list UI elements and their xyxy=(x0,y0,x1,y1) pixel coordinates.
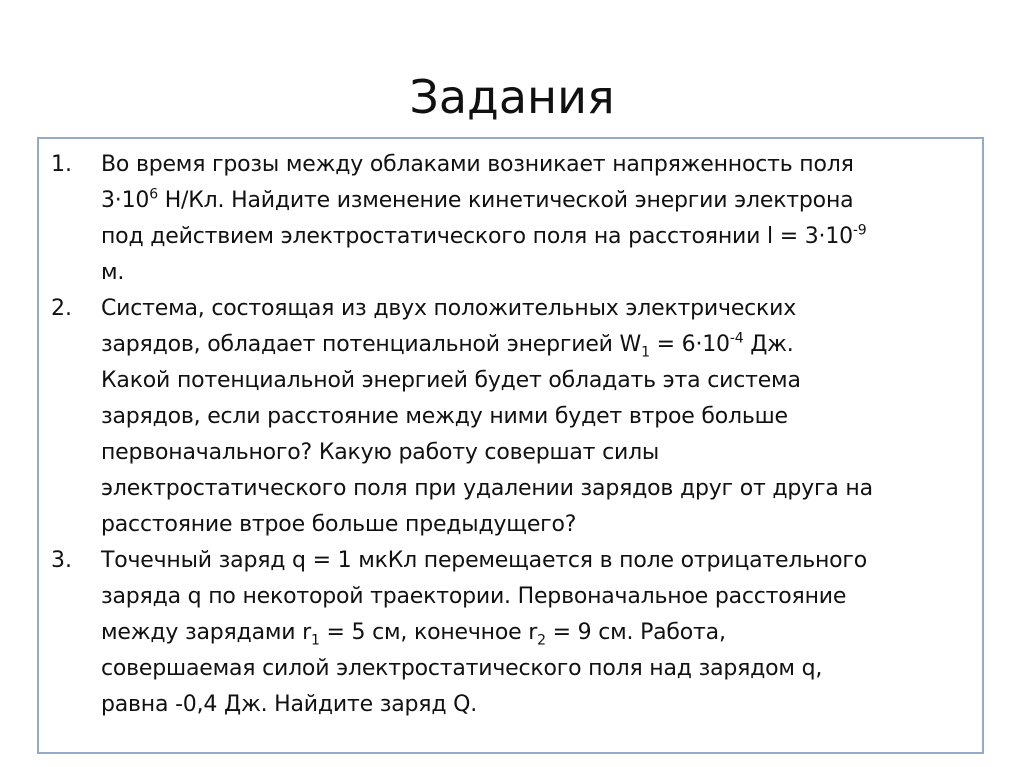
task-text-line xyxy=(101,507,576,543)
task-text-line xyxy=(101,147,854,183)
superscript: 6 xyxy=(149,186,158,203)
task-text-line xyxy=(101,471,873,507)
task-text-line xyxy=(101,291,796,327)
text-segment: равна -0,4 Дж. Найдите заряд Q. xyxy=(101,692,478,717)
subscript: 2 xyxy=(537,632,546,649)
text-segment: под действием электростатического поля на расстоянии l = 3·10 xyxy=(101,224,853,249)
subscript: 1 xyxy=(641,344,650,361)
text-segment: Во время грозы между облаками возникает напряженность поля xyxy=(101,152,854,177)
task-text-line xyxy=(101,363,801,399)
task-text-line xyxy=(101,579,846,615)
text-segment: первоначального? Какую работу совершат силы xyxy=(101,440,660,465)
task-text-line xyxy=(101,327,794,363)
task-text-line xyxy=(101,651,822,687)
superscript: -9 xyxy=(852,222,867,239)
text-segment: зарядов, если расстояние между ними будет втрое больше xyxy=(101,404,788,429)
text-segment: расстояние втрое больше предыдущего? xyxy=(101,512,577,537)
task-text-line xyxy=(101,255,124,291)
text-segment: Точечный заряд q = 1 мкКл перемещается в поле отрицательного xyxy=(101,548,868,573)
superscript: -4 xyxy=(729,330,744,347)
text-segment: 3·10 xyxy=(101,188,150,213)
text-segment: между зарядами r xyxy=(101,620,311,645)
text-segment: Система, состоящая из двух положительных электрических xyxy=(101,296,797,321)
task-number: 2. xyxy=(51,296,72,321)
text-segment: = 6·10 xyxy=(649,332,730,357)
text-segment: зарядов, обладает потенциальной энергией W xyxy=(101,332,642,357)
task-number: 3. xyxy=(51,548,72,573)
text-segment: Какой потенциальной энергией будет обладать эта система xyxy=(101,368,801,393)
task-text-line xyxy=(101,399,788,435)
task-number: 1. xyxy=(51,152,72,177)
tasks-box xyxy=(37,137,984,754)
task-text-line xyxy=(101,543,867,579)
text-segment: = 9 см. Работа, xyxy=(545,620,726,645)
task-text-line xyxy=(101,219,866,255)
task-text-line xyxy=(101,615,726,651)
text-segment: электростатического поля при удалении зарядов друг от друга на xyxy=(101,476,873,501)
text-segment: Н/Кл. Найдите изменение кинетической энергии электрона xyxy=(157,188,854,213)
text-segment: заряда q по некоторой траектории. Первоначальное расстояние xyxy=(101,584,847,609)
task-text-line xyxy=(101,687,477,723)
subscript: 1 xyxy=(310,632,320,649)
text-segment: Дж. xyxy=(743,332,794,357)
slide-title: Задания xyxy=(409,70,615,124)
task-text-line xyxy=(101,183,853,219)
text-segment: = 5 см, конечное r xyxy=(319,620,538,645)
task-text-line xyxy=(101,435,659,471)
text-segment: совершаемая силой электростатического поля над зарядом q, xyxy=(101,656,823,681)
text-segment: м. xyxy=(101,260,125,285)
